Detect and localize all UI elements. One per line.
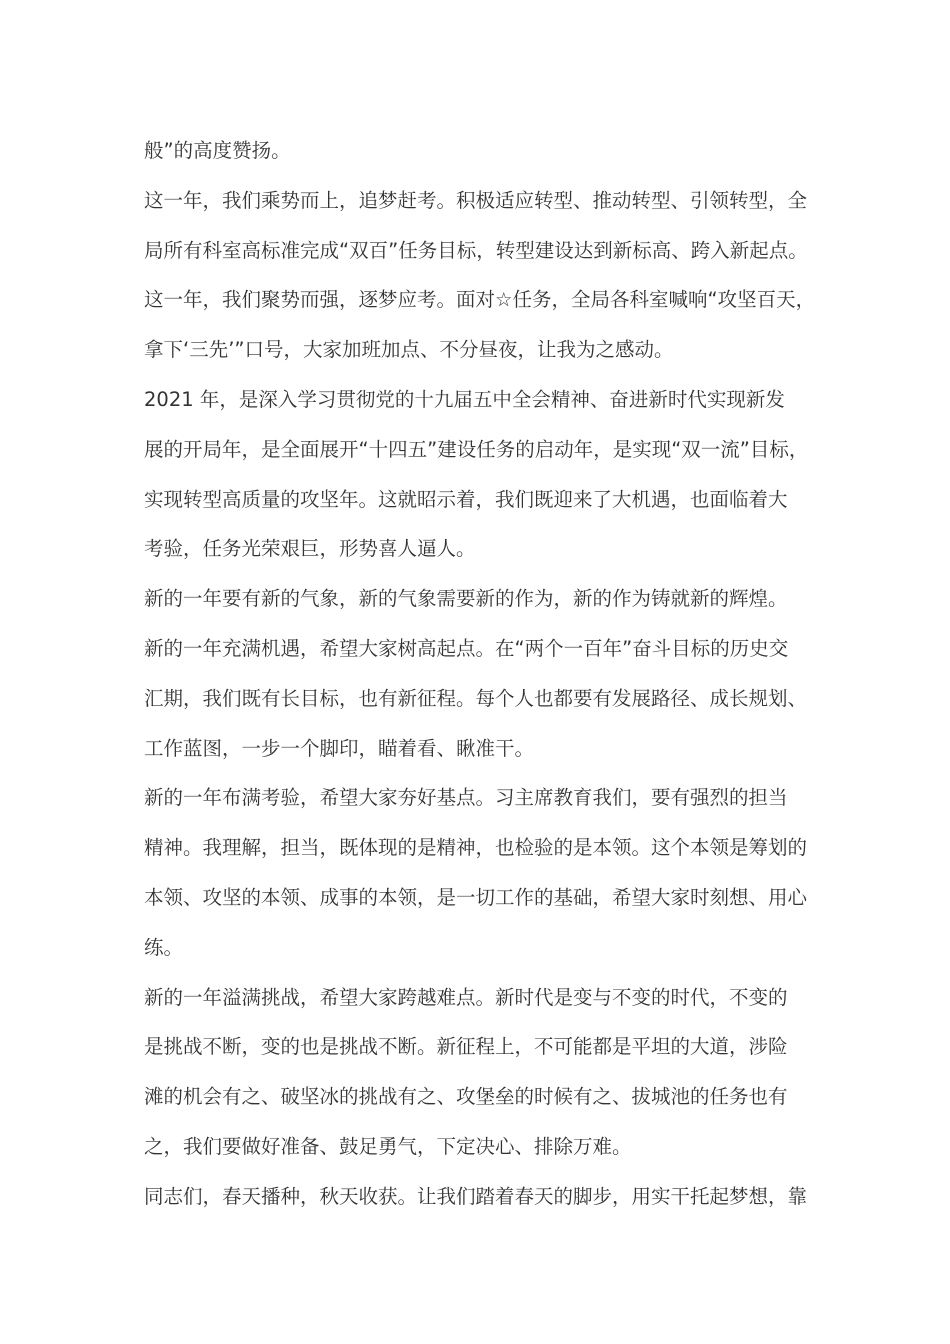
text-line-19: 是挑战不断，变的也是挑战不断。新征程上，不可能都是平坦的大道，涉险	[144, 1035, 788, 1059]
text-line-20: 滩的机会有之、破坚冰的挑战有之、攻堡垒的时候有之、拔城池的任务也有	[144, 1085, 788, 1109]
text-line-22: 同志们，春天播种，秋天收获。让我们踏着春天的脚步，用实干托起梦想，靠	[144, 1184, 808, 1208]
text-line-2: 这一年，我们乘势而上，追梦赶考。积极适应转型、推动转型、引领转型，全	[144, 188, 808, 212]
text-line-6: 2021 年，是深入学习贯彻党的十九届五中全会精神、奋进新时代实现新发	[144, 387, 785, 411]
text-line-18: 新的一年溢满挑战，希望大家跨越难点。新时代是变与不变的时代，不变的	[144, 985, 788, 1009]
text-line-16: 本领、攻坚的本领、成事的本领，是一切工作的基础，希望大家时刻想、用心	[144, 885, 808, 909]
text-line-12: 汇期，我们既有长目标，也有新征程。每个人也都要有发展路径、成长规划、	[144, 686, 808, 710]
text-line-3: 局所有科室高标准完成“双百”任务目标，转型建设达到新标高、跨入新起点。	[144, 238, 808, 262]
text-line-14: 新的一年布满考验，希望大家夯好基点。习主席教育我们，要有强烈的担当	[144, 786, 788, 810]
text-line-5: 拿下‘三先’”口号，大家加班加点、不分昼夜，让我为之感动。	[144, 338, 674, 362]
text-line-4: 这一年，我们聚势而强，逐梦应考。面对☆任务，全局各科室喊响“攻坚百天，	[144, 288, 816, 312]
text-line-15: 精神。我理解，担当，既体现的是精神，也检验的是本领。这个本领是筹划的	[144, 836, 808, 860]
text-line-17: 练。	[144, 935, 184, 959]
text-line-21: 之，我们要做好准备、鼓足勇气，下定决心、排除万难。	[144, 1134, 632, 1158]
document-body	[144, 126, 820, 1222]
text-line-8: 实现转型高质量的攻坚年。这就昭示着，我们既迎来了大机遇，也面临着大	[144, 487, 788, 511]
text-line-13: 工作蓝图，一步一个脚印，瞄着看、瞅准干。	[144, 736, 535, 760]
text-line-9: 考验，任务光荣艰巨，形势喜人逼人。	[144, 537, 476, 561]
text-line-1: 般”的高度赞扬。	[144, 139, 291, 162]
text-line-10: 新的一年要有新的气象，新的气象需要新的作为，新的作为铸就新的辉煌。	[144, 587, 788, 611]
text-line-7: 展的开局年，是全面展开“十四五”建设任务的启动年，是实现“双一流”目标，	[144, 437, 809, 461]
text-line-11: 新的一年充满机遇，希望大家树高起点。在“两个一百年”奋斗目标的历史交	[144, 636, 789, 660]
